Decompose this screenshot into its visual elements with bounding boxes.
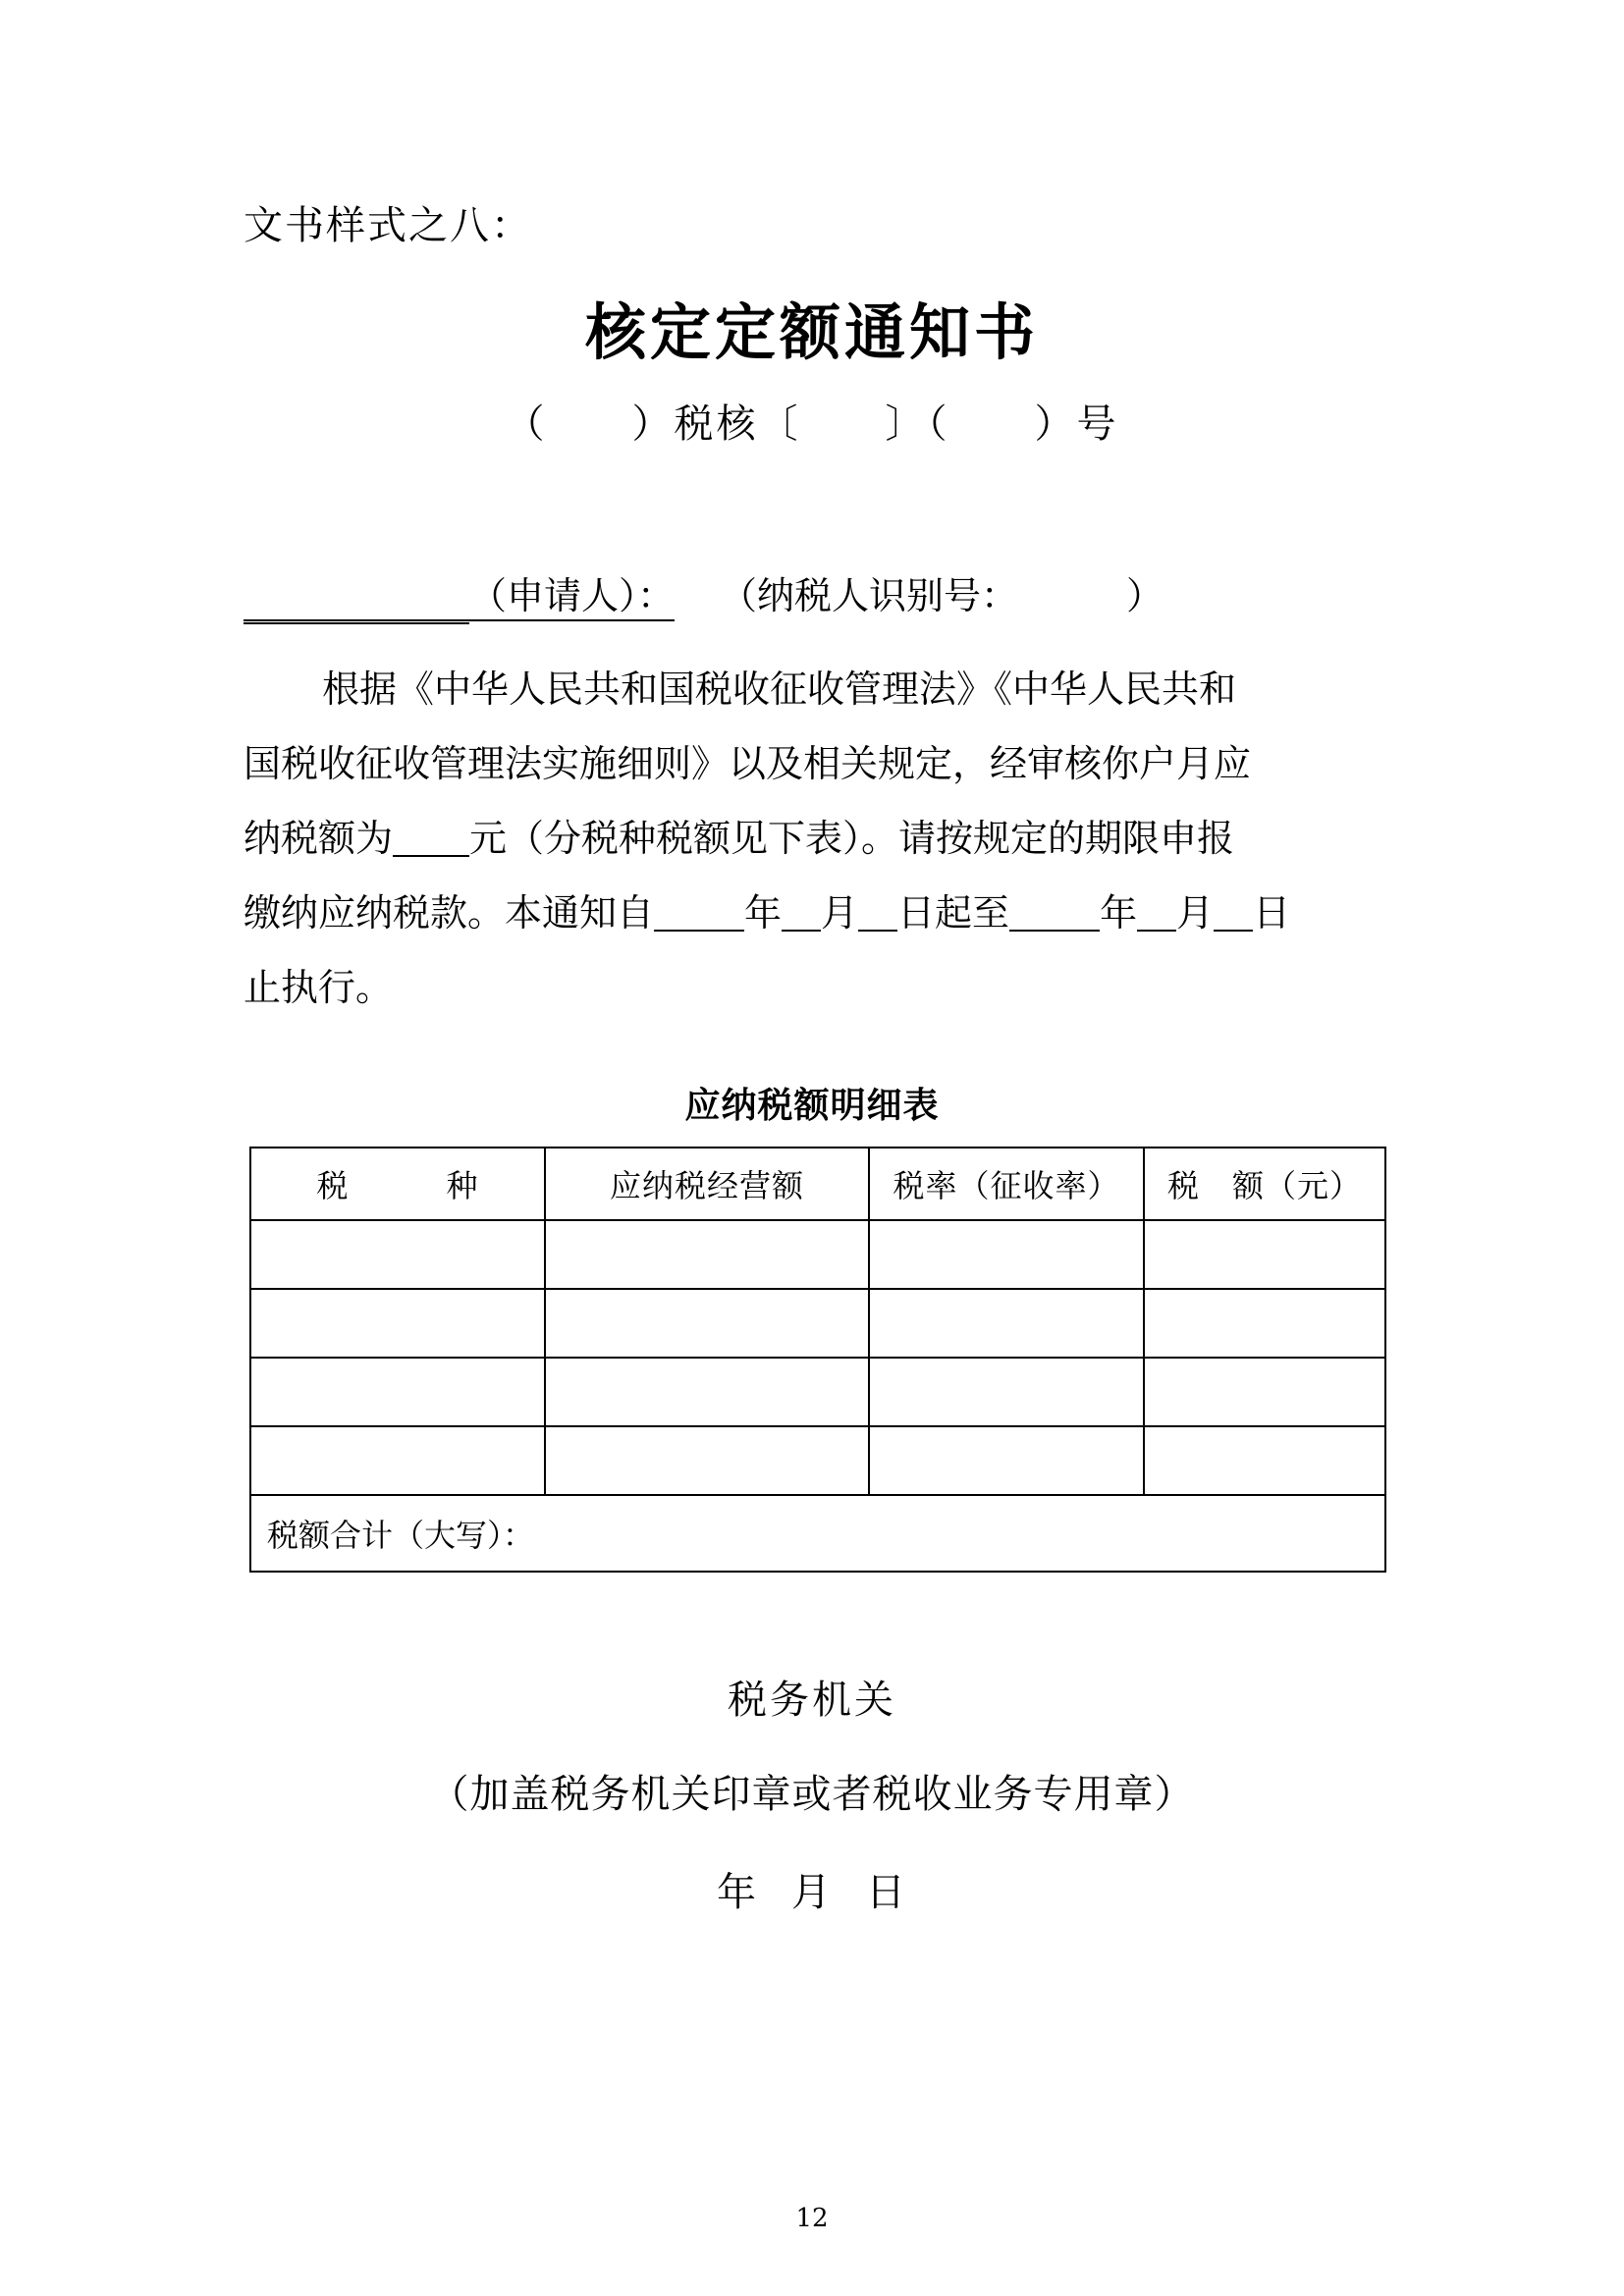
end-day-blank[interactable]: [1214, 888, 1253, 932]
table-caption: 应纳税额明细表: [684, 1086, 940, 1126]
body-line-1-text: 根据《中华人民共和国税收征收管理法》《中华人民共和: [322, 667, 1237, 711]
signature-date-month: 月: [791, 1870, 833, 1915]
tax-detail-table: [249, 1147, 1386, 1573]
document-style-label: 文书样式之八：: [244, 203, 532, 248]
cell-taxable-turnover[interactable]: [545, 1426, 869, 1495]
cell-tax-rate[interactable]: [869, 1220, 1144, 1289]
signature-seal-note: （加盖税务机关印章或者税收业务专用章）: [429, 1772, 1195, 1817]
end-year-blank[interactable]: [1009, 888, 1100, 932]
applicant-underlined-group: [244, 574, 675, 621]
total-amount-in-words-label[interactable]: 税额合计（大写）：: [250, 1495, 1385, 1572]
table-row: [250, 1220, 1385, 1289]
cell-tax-type[interactable]: [250, 1289, 545, 1358]
page-title: 核定定额通知书: [584, 296, 1039, 368]
table-row: [250, 1358, 1385, 1426]
body-line-3: [244, 801, 1392, 876]
cell-tax-amount[interactable]: [1144, 1220, 1385, 1289]
body-line-3-suffix: 元（分税种税额见下表）。请按规定的期限申报: [469, 817, 1235, 860]
start-day-unit-and-to: 日起至: [897, 891, 1010, 934]
end-month-blank[interactable]: [1137, 888, 1176, 932]
cell-tax-amount[interactable]: [1144, 1289, 1385, 1358]
monthly-tax-amount-blank[interactable]: [393, 814, 469, 857]
addressee-line: [244, 569, 1422, 624]
cell-tax-rate[interactable]: [869, 1289, 1144, 1358]
table-header-row: [250, 1148, 1385, 1220]
column-header-tax-type: 税 种: [250, 1148, 545, 1220]
signature-date-year: 年: [717, 1870, 758, 1915]
signature-authority: 税务机关: [728, 1678, 896, 1723]
start-year-blank[interactable]: [654, 888, 744, 932]
cell-tax-type[interactable]: [250, 1426, 545, 1495]
taxpayer-id-label: （纳税人识别号：: [720, 574, 1019, 617]
end-month-unit: 月: [1176, 891, 1215, 934]
page-number: 12: [795, 2204, 829, 2233]
body-line-2: [244, 726, 1392, 801]
column-header-tax-amount: 税 额（元）: [1144, 1148, 1385, 1220]
end-year-unit: 年: [1100, 891, 1138, 934]
cell-taxable-turnover[interactable]: [545, 1358, 869, 1426]
start-year-unit: 年: [744, 891, 783, 934]
body-line-1: [244, 652, 1392, 726]
start-day-blank[interactable]: [858, 888, 897, 932]
body-line-4: [244, 876, 1392, 950]
applicant-label: （申请人）：: [469, 574, 676, 617]
body-line-5: [244, 950, 1392, 1025]
taxpayer-id-close-paren: ）: [1126, 574, 1164, 617]
cell-tax-type[interactable]: [250, 1220, 545, 1289]
table-row: [250, 1426, 1385, 1495]
column-header-tax-rate: 税率（征收率）: [869, 1148, 1144, 1220]
body-line-5-text: 止执行。: [244, 966, 394, 1009]
start-month-blank[interactable]: [782, 888, 821, 932]
cell-tax-type[interactable]: [250, 1358, 545, 1426]
signature-date-line: [0, 1861, 1624, 1917]
table-total-row: [250, 1495, 1385, 1572]
applicant-name-blank[interactable]: [244, 577, 469, 624]
start-month-unit: 月: [821, 891, 859, 934]
document-number: （ ）税核〔 〕（ ）号: [505, 401, 1119, 447]
signature-date-day: 日: [866, 1870, 907, 1915]
cell-taxable-turnover[interactable]: [545, 1220, 869, 1289]
body-paragraph: [244, 652, 1392, 1025]
body-line-3-prefix: 纳税额为: [244, 817, 394, 860]
body-line-2-text: 国税收征收管理法实施细则》以及相关规定，经审核你户月应: [244, 742, 1252, 785]
body-line-4-prefix: 缴纳应纳税款。本通知自: [244, 891, 655, 934]
cell-tax-rate[interactable]: [869, 1358, 1144, 1426]
cell-tax-amount[interactable]: [1144, 1358, 1385, 1426]
column-header-taxable-turnover: 应纳税经营额: [545, 1148, 869, 1220]
cell-taxable-turnover[interactable]: [545, 1289, 869, 1358]
cell-tax-rate[interactable]: [869, 1426, 1144, 1495]
end-day-unit: 日: [1253, 891, 1291, 934]
cell-tax-amount[interactable]: [1144, 1426, 1385, 1495]
table-row: [250, 1289, 1385, 1358]
